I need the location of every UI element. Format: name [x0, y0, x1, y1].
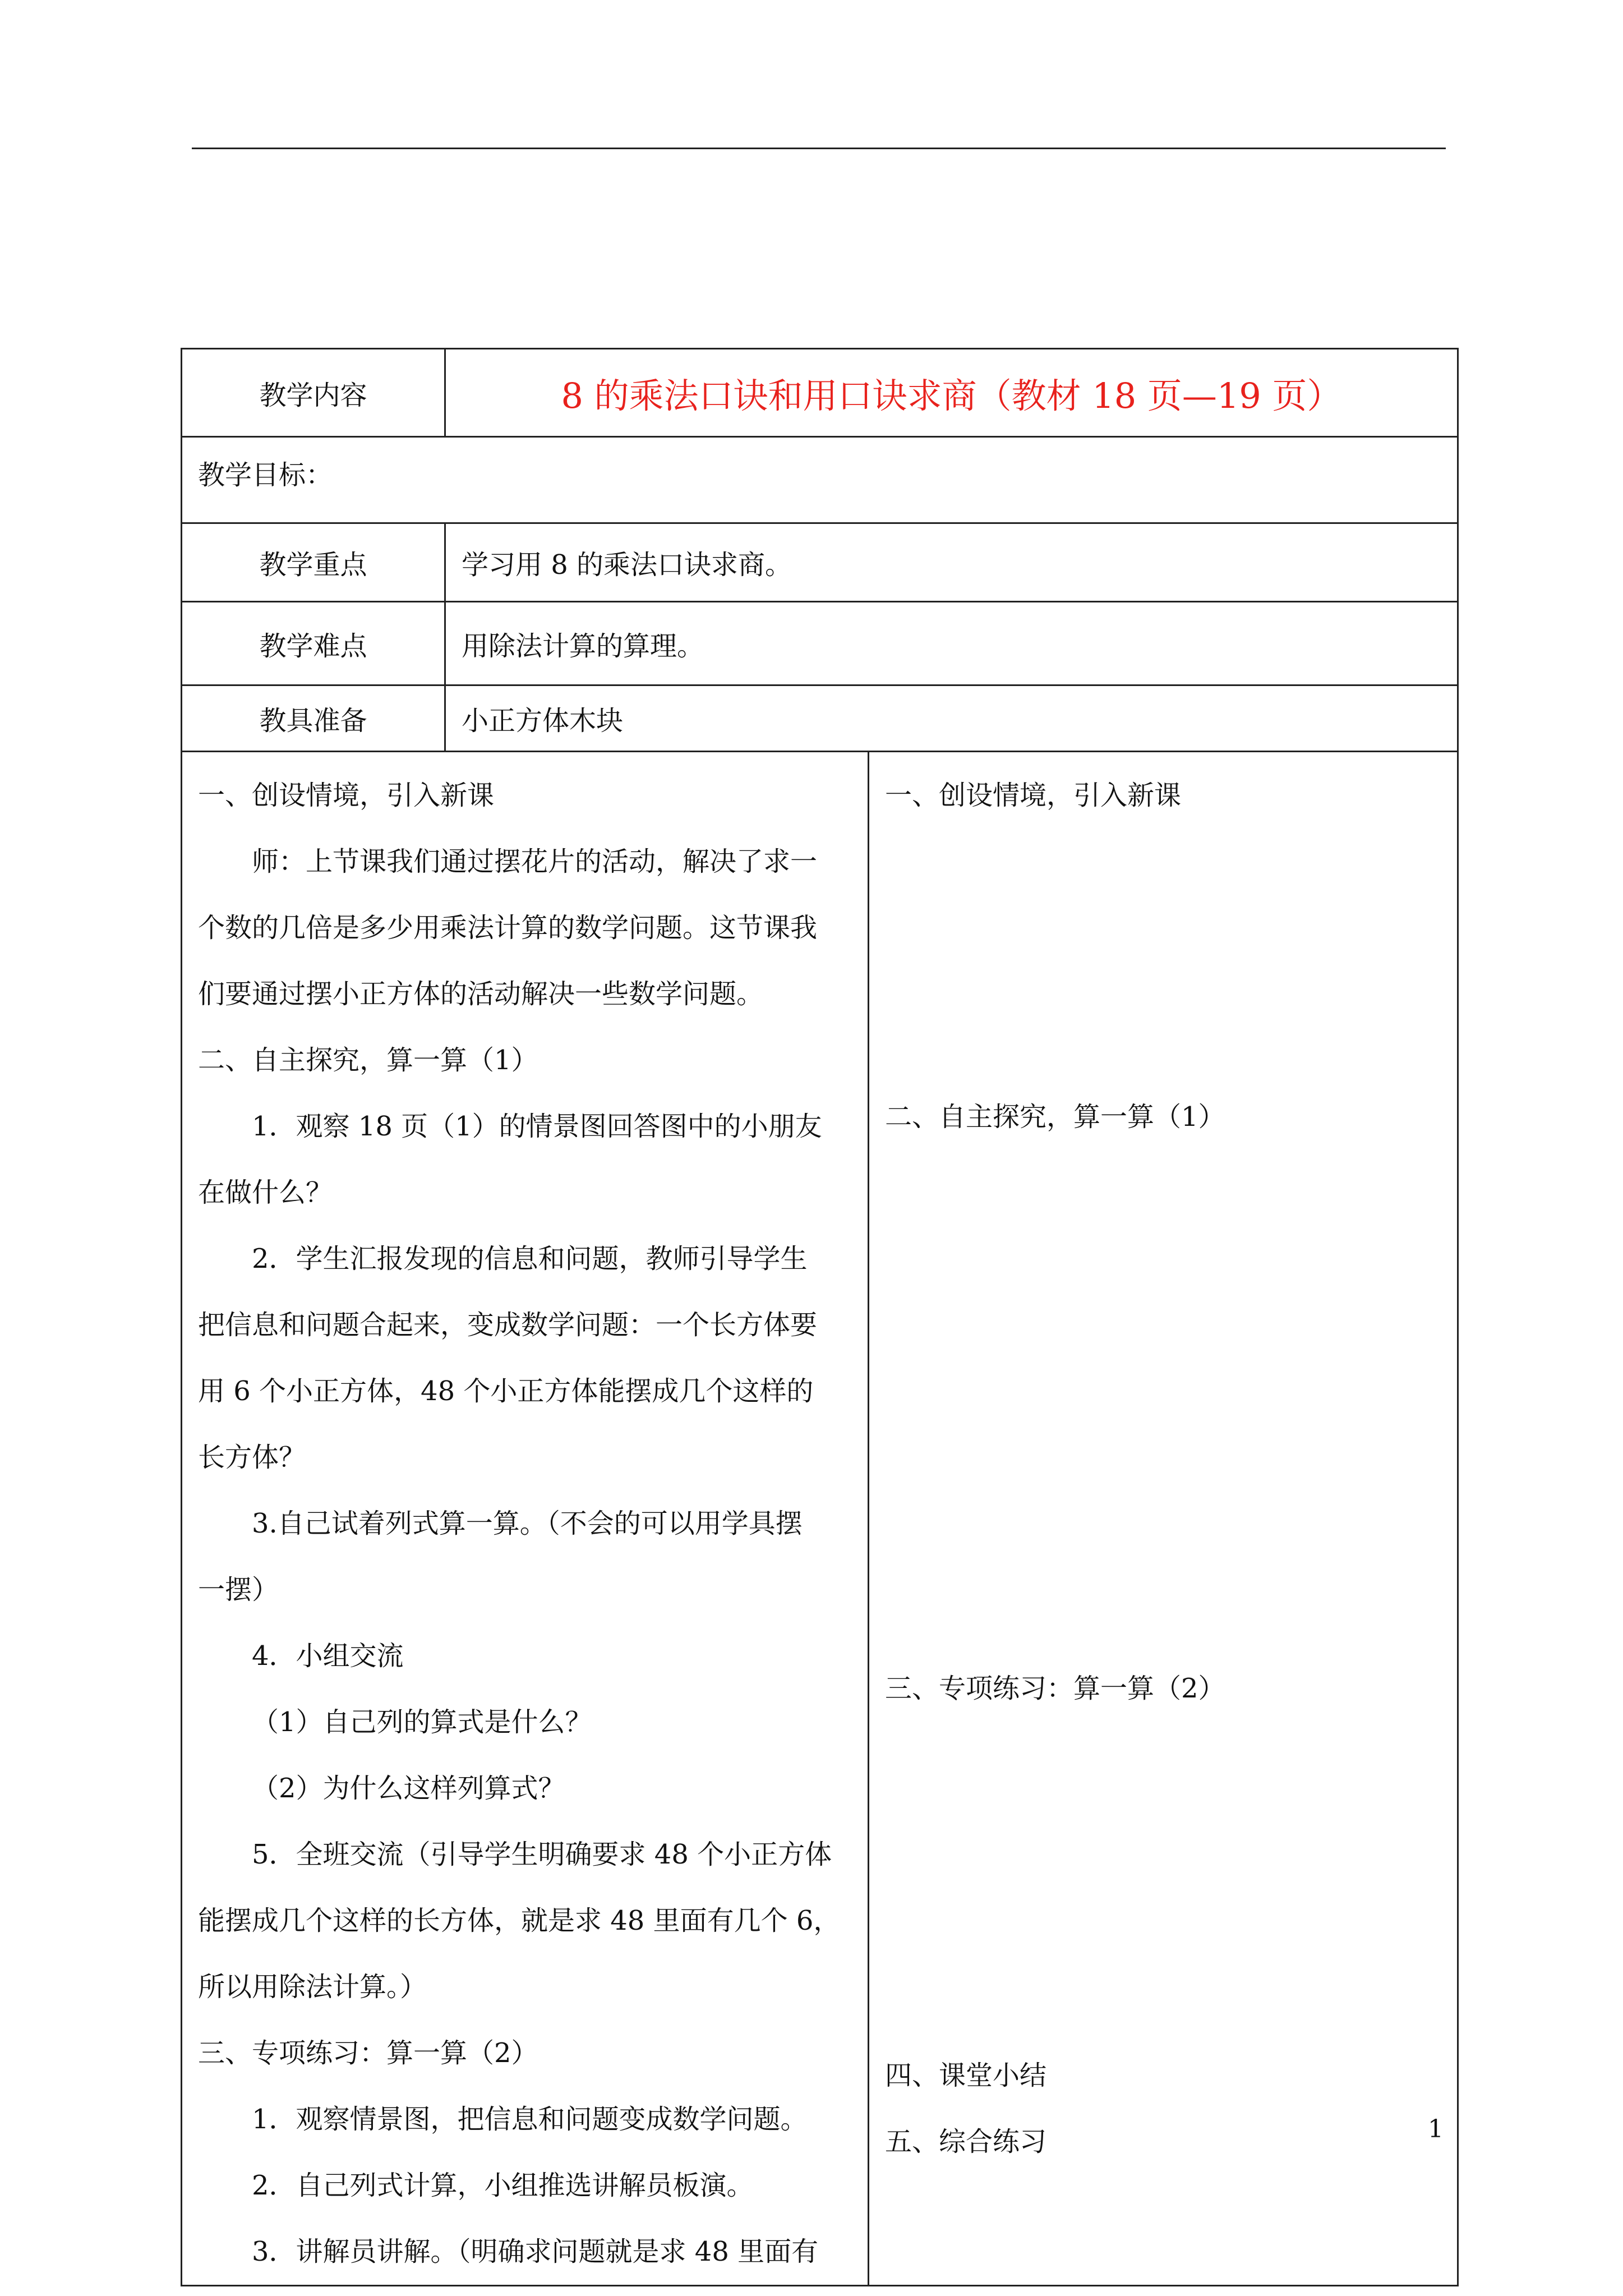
lesson-title: 8 的乘法口诀和用口诀求商（教材 18 页—19 页） [445, 349, 1458, 437]
focus-label: 教学重点 [182, 523, 445, 602]
process-line: （1）自己列的算式是什么？ [252, 1706, 592, 1738]
page-number: 1 [1428, 2115, 1444, 2143]
goals-label: 教学目标： [182, 437, 1458, 523]
outline-item: 四、课堂小结 [885, 2060, 1047, 2091]
process-line: 把信息和问题合起来，变成数学问题：一个长方体要 [198, 1309, 818, 1341]
process-line: 能摆成几个这样的长方体，就是求 48 里面有几个 6， [198, 1905, 841, 1936]
process-line: 一、创设情境，引入新课 [198, 780, 495, 811]
process-line: 一摆） [198, 1574, 279, 1605]
process-line: 在做什么？ [198, 1177, 333, 1208]
focus-value: 学习用 8 的乘法口诀求商。 [445, 523, 1458, 602]
process-line: 师：上节课我们通过摆花片的活动，解决了求一 [252, 846, 818, 877]
process-line: 1．观察情景图，把信息和问题变成数学问题。 [252, 2104, 808, 2135]
materials-label: 教具准备 [182, 685, 445, 752]
process-line: 个数的几倍是多少用乘法计算的数学问题。这节课我 [198, 912, 818, 944]
process-line: 三、专项练习：算一算（2） [198, 2037, 538, 2069]
process-line: 5．全班交流（引导学生明确要求 48 个小正方体 [252, 1839, 832, 1870]
outline-item: 三、专项练习：算一算（2） [885, 1673, 1225, 1704]
difficulty-label: 教学难点 [182, 602, 445, 685]
process-line: （2）为什么这样列算式？ [252, 1773, 565, 1804]
outline-column [869, 752, 1458, 2286]
process-line: 4．小组交流 [252, 1640, 404, 1672]
outline-item: 二、自主探究，算一算（1） [885, 1101, 1225, 1133]
outline-item: 五、综合练习 [885, 2126, 1047, 2157]
process-line: 1．观察 18 页（1）的情景图回答图中的小朋友 [252, 1111, 822, 1142]
outline-item: 一、创设情境，引入新课 [885, 780, 1182, 811]
process-line: 2．自己列式计算，小组推选讲解员板演。 [252, 2170, 754, 2201]
process-line: 3.自己试着列式算一算。（不会的可以用学具摆 [252, 1508, 803, 1539]
difficulty-value: 用除法计算的算理。 [445, 602, 1458, 685]
process-line: 2．学生汇报发现的信息和问题，教师引导学生 [252, 1243, 808, 1274]
content-label: 教学内容 [182, 349, 445, 437]
process-line: 长方体？ [198, 1442, 306, 1473]
materials-value: 小正方体木块 [445, 685, 1458, 752]
process-line: 们要通过摆小正方体的活动解决一些数学问题。 [198, 978, 764, 1010]
teaching-process-column [182, 752, 869, 2286]
process-line: 所以用除法计算。） [198, 1971, 427, 2003]
header-rule [192, 148, 1446, 149]
process-line: 3．讲解员讲解。（明确求问题就是求 48 里面有 [252, 2236, 819, 2267]
process-line: 用 6 个小正方体，48 个小正方体能摆成几个这样的 [198, 1375, 814, 1407]
lesson-plan-table [181, 348, 1459, 2286]
process-line: 二、自主探究，算一算（1） [198, 1045, 538, 1076]
